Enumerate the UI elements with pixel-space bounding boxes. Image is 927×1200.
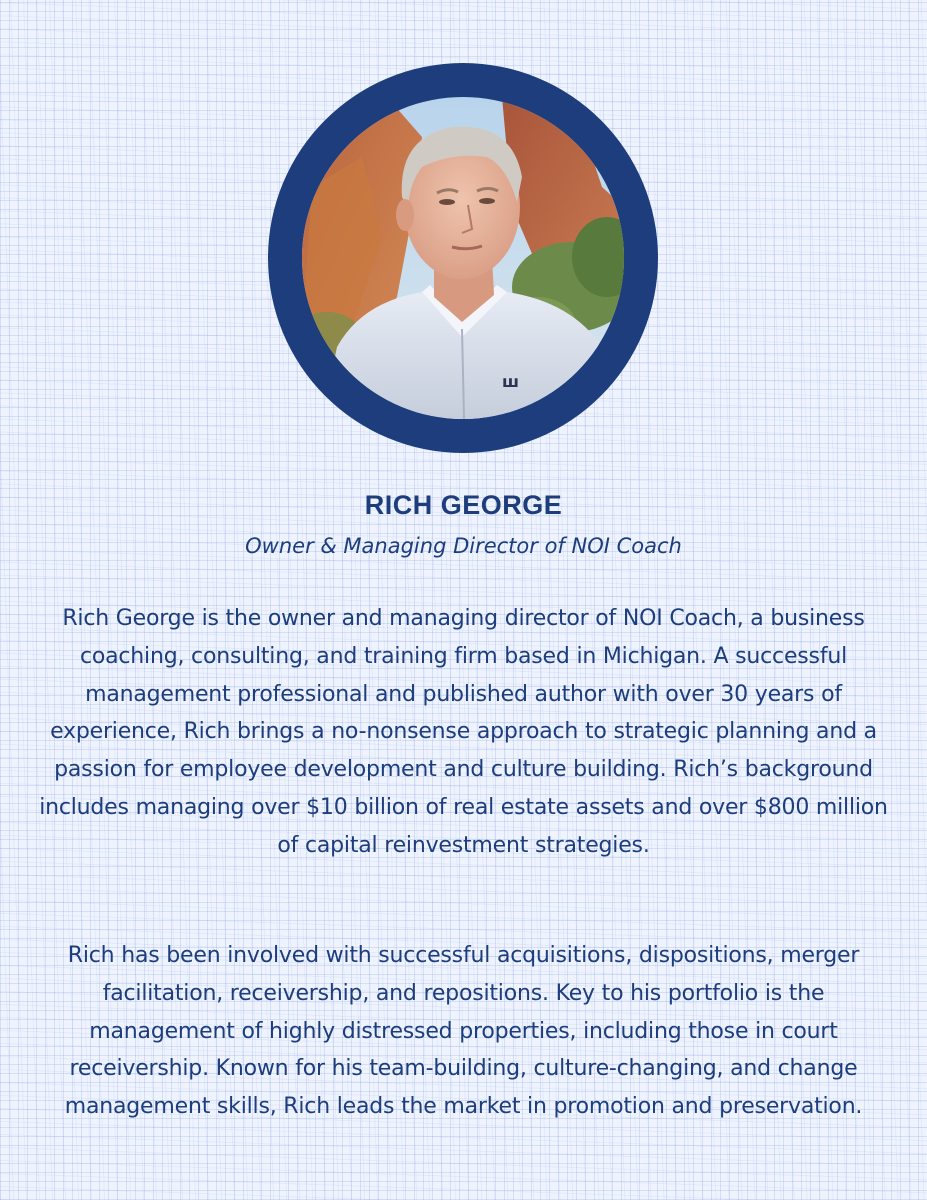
person-role: Owner & Managing Director of NOI Coach xyxy=(245,534,682,558)
bio-paragraph-2: Rich has been involved with successful acquisitions, dispositions, merger facilitation, receivership, and repositions. Key to his portfolio is the management of highly distressed properties, including those in court receivership. Known for his team-building, culture-changing, and change management skills, Rich leads the market in promotion and preservation. xyxy=(64,943,863,1120)
profile-photo xyxy=(302,97,624,419)
bio-paragraph-1: Rich George is the owner and managing director of NOI Coach, a business coaching, consulting, and training firm based in Michigan. A successful management professional and published author with over 30 years of experience, Rich brings a no-nonsense approach to strategic planning and a passion for employee development and culture building. Rich’s background includes managing over $10 billion of real estate assets and over $800 million of capital reinvestment strategies. xyxy=(39,606,888,858)
svg-text:ꟺ: ꟺ xyxy=(502,372,519,391)
person-name: RICH GEORGE xyxy=(364,490,563,520)
